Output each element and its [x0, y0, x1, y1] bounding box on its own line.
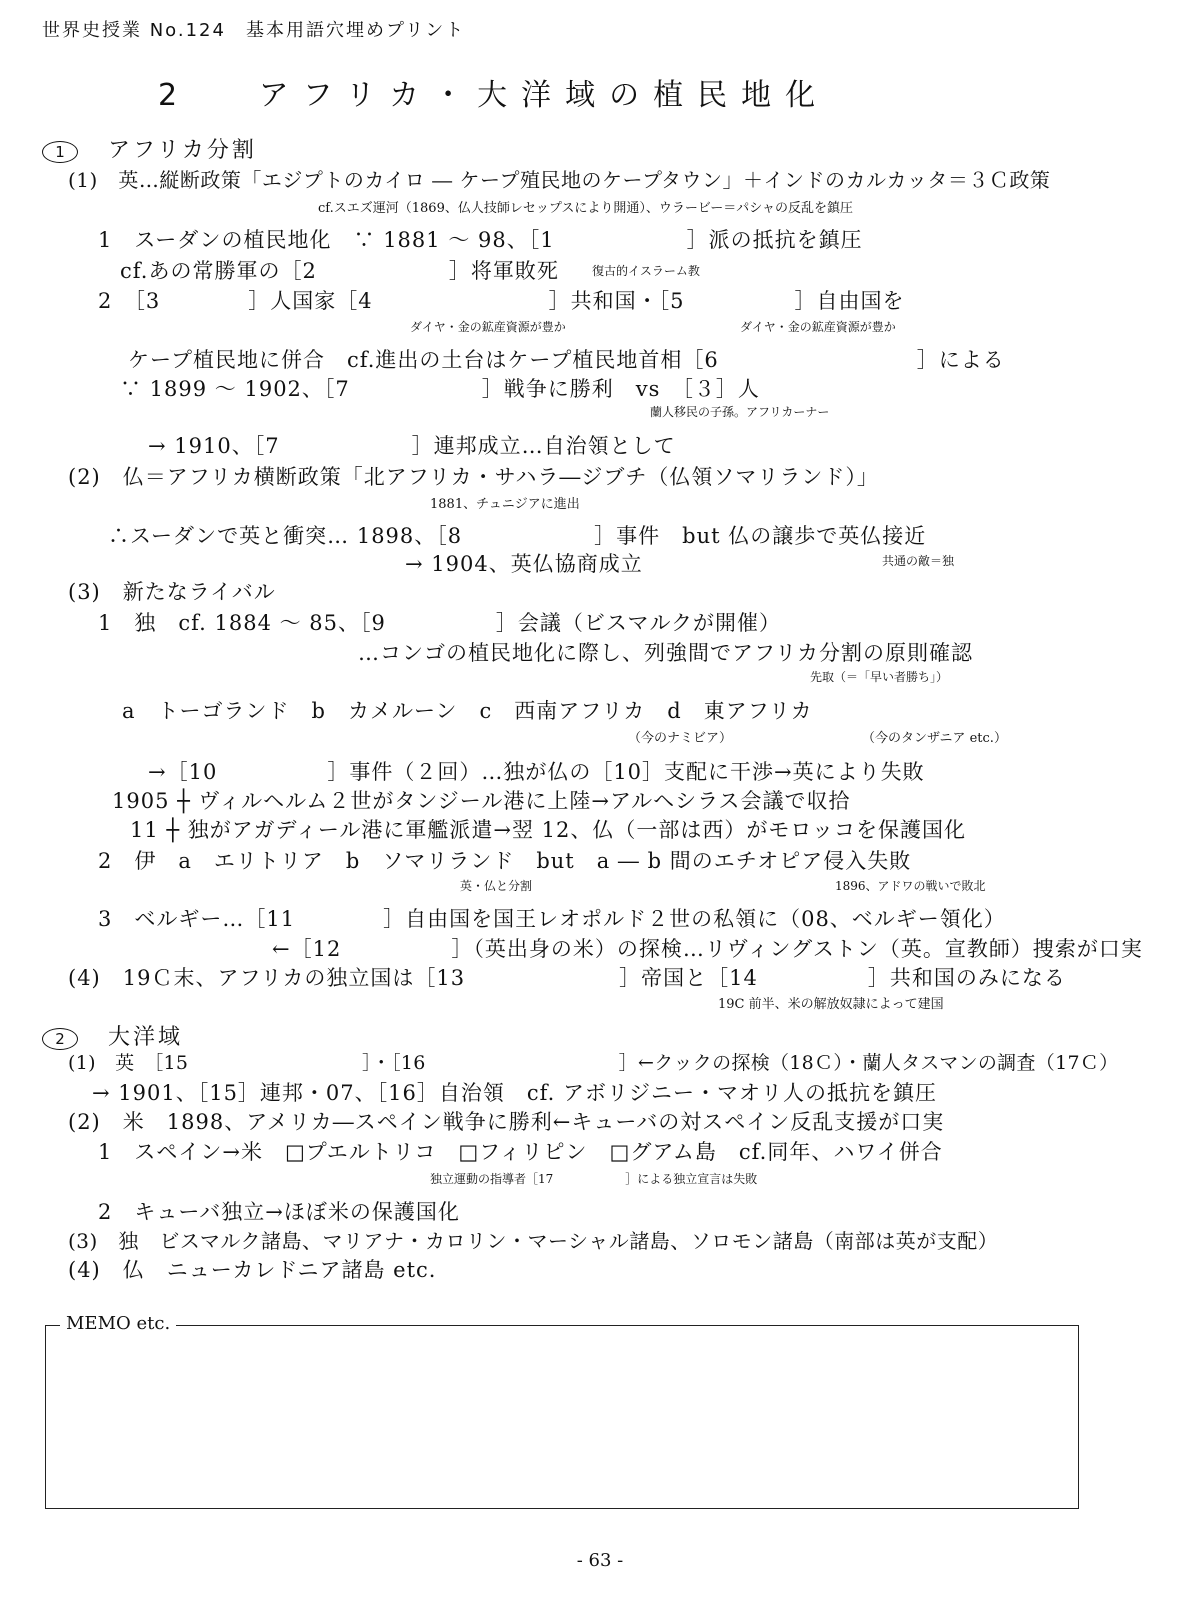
line-02: 1 スーダンの植民地化 ∵ 1881 〜 98、［1 ］派の抵抗を鎮圧 — [98, 228, 863, 252]
line-19: 3 ベルギー…［11 ］自由国を国王レオポルド２世の私領に（08、ベルギー領化） — [98, 907, 1006, 931]
note-18a: 英・仏と分割 — [460, 879, 533, 893]
section-2-number: 2 — [42, 1028, 78, 1050]
line-09: ∴スーダンで英と衝突… 1898、［8 ］事件 but 仏の譲歩で英仏接近 — [108, 524, 927, 548]
note-04a: ダイヤ・金の鉱産資源が豊か — [410, 320, 566, 334]
section-2-heading — [42, 1020, 183, 1051]
note-14a: （今のナミビア） — [628, 731, 733, 746]
line-12: 1 独 cf. 1884 〜 85、［9 ］会議（ビスマルクが開催） — [98, 611, 782, 635]
page-title: 2 アフリカ・大洋域の植民地化 — [158, 78, 830, 113]
line-15: →［10 ］事件（２回）…独が仏の［10］支配に干渉→英により失敗 — [148, 760, 925, 784]
line-05: ケープ植民地に併合 cf.進出の土台はケープ植民地首相［6 ］による — [128, 348, 1005, 372]
line-10: → 1904、英仏協商成立 — [405, 552, 643, 576]
header: 世界史授業 No.124 基本用語穴埋めプリント — [42, 20, 466, 41]
note-04b: ダイヤ・金の鉱産資源が豊か — [740, 320, 896, 334]
note-13: 先取（＝「早い者勝ち」） — [810, 670, 949, 684]
line-01: (1) 英…縦断政策「エジプトのカイロ ― ケープ殖民地のケープタウン」＋インドのカルカッタ＝３Ｃ政策 — [68, 168, 1051, 192]
line-27: 2 キューバ独立→ほぼ米の保護国化 — [98, 1200, 460, 1224]
note-21: 19C 前半、米の解放奴隷によって建国 — [718, 997, 944, 1012]
note-10: 共通の敵＝独 — [882, 554, 955, 568]
line-21: (4) 19Ｃ末、アフリカの独立国は［13 ］帝国と［14 ］共和国のみになる — [68, 966, 1066, 990]
line-13: …コンゴの植民地化に際し、列強間でアフリカ分割の原則確認 — [358, 641, 973, 665]
line-04: 2 ［3 ］人国家［4 ］共和国・［5 ］自由国を — [98, 289, 905, 313]
line-28: (3) 独 ビスマルク諸島、マリアナ・カロリン・マーシャル諸島、ソロモン諸島（南部は英が支配） — [68, 1229, 999, 1253]
memo-box — [45, 1313, 1079, 1509]
section-1-label: アフリカ分割 — [108, 138, 257, 163]
line-24: → 1901、［15］連邦・07、［16］自治領 cf. アボリジニー・マオリ人の抵抗を鎮圧 — [92, 1081, 938, 1105]
line-20: ←［12 ］（英出身の米）の探検…リヴィングストン（英。宣教師）捜索が口実 — [272, 937, 1143, 961]
note-01: cf.スエズ運河（1869、仏人技師レセップスにより開通）、ウラービー＝パシャの反乱を鎮圧 — [318, 201, 854, 216]
note-14b: （今のタンザニア etc.） — [862, 731, 1007, 746]
line-11: (3) 新たなライバル — [68, 580, 276, 604]
line-29: (4) 仏 ニューカレドニア諸島 etc. — [68, 1258, 437, 1282]
note-08: 1881、チュニジアに進出 — [430, 497, 580, 512]
line-06: ∵ 1899 〜 1902、［7 ］戦争に勝利 vs ［３］人 — [120, 377, 760, 401]
line-26: 1 スペイン→米 □プエルトリコ □フィリピン □グアム島 cf.同年、ハワイ併合 — [98, 1140, 943, 1164]
section-2-label: 大洋域 — [108, 1025, 184, 1050]
line-14: a トーゴランド b カメルーン c 西南アフリカ d 東アフリカ — [122, 699, 813, 723]
note-26: 独立運動の指導者［17 ］による独立宣言は失敗 — [430, 1172, 758, 1186]
section-1-heading — [42, 133, 257, 164]
note-03: 復古的イスラーム教 — [592, 264, 700, 278]
line-16: 1905 ┼ ヴィルヘルム２世がタンジール港に上陸→アルヘシラス会議で収拾 — [112, 789, 851, 813]
section-1-number: 1 — [42, 141, 78, 163]
note-18b: 1896、アドワの戦いで敗北 — [835, 879, 986, 893]
line-25: (2) 米 1898、アメリカ―スペイン戦争に勝利←キューバの対スペイン反乱支援が口実 — [68, 1110, 945, 1134]
line-08: (2) 仏＝アフリカ横断政策「北アフリカ・サハラ―ジブチ（仏領ソマリランド）」 — [68, 465, 879, 489]
line-03: cf.あの常勝軍の［2 ］将軍敗死 — [120, 259, 559, 283]
note-06: 蘭人移民の子孫。アフリカーナー — [650, 405, 830, 419]
page-number: - 63 - — [576, 1550, 624, 1571]
memo-label: MEMO etc. — [60, 1313, 176, 1334]
line-18: 2 伊 a エリトリア b ソマリランド but a ― b 間のエチオピア侵入失敗 — [98, 849, 912, 873]
line-23: (1) 英 ［15 ］・［16 ］←クックの探検（18Ｃ）・蘭人タスマンの調査（17Ｃ） — [68, 1052, 1119, 1074]
line-07: → 1910、［7 ］連邦成立…自治領として — [148, 434, 676, 458]
line-17: 11 ┼ 独がアガディール港に軍艦派遣→翌 12、仏（一部は西）がモロッコを保護国化 — [130, 818, 966, 842]
